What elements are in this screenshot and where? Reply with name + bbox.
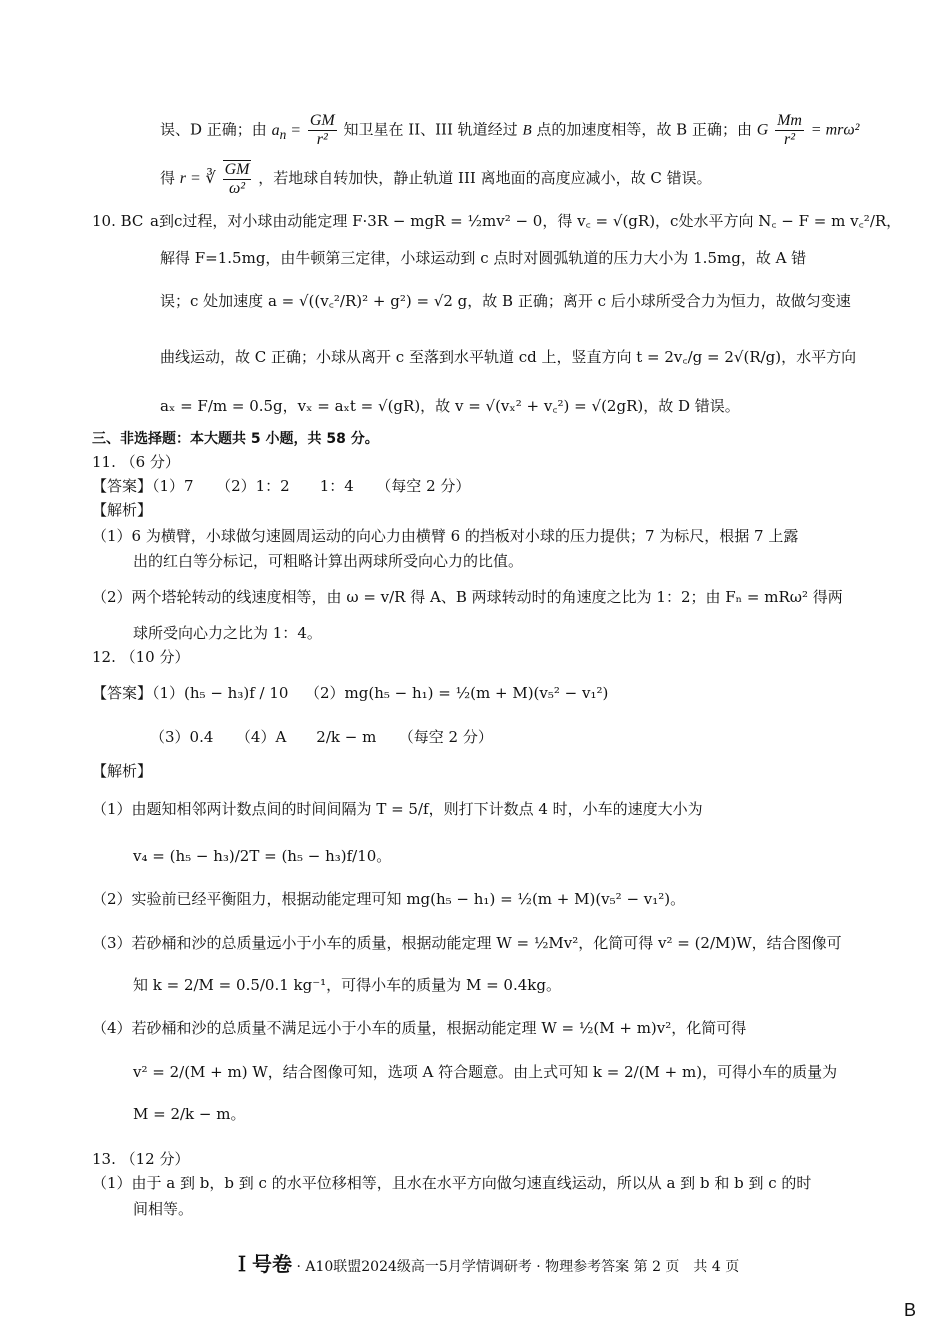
q11-analysis-label: 【解析】 xyxy=(92,501,153,519)
math-g: G xyxy=(756,121,769,139)
q12-s3b: 知 k = 2/M = 0.5/0.1 kg⁻¹，可得小车的质量为 M = 0.4kg。 xyxy=(133,976,561,994)
text: 误、D 正确；由 xyxy=(160,120,267,139)
frac-gm-r2: $\frac{GM}{\text{r²}}$ xyxy=(309,112,335,148)
footer-text: · A10联盟2024级高一5月学情调研考 · 物理参考答案 第 2 页 共 4 页 xyxy=(296,1259,740,1275)
text: 得 xyxy=(160,169,176,187)
q12-s4c: M = 2/k − m。 xyxy=(133,1105,246,1123)
q12-s2: （2）实验前已经平衡阻力，根据动能定理可知 mg(h₅ − h₁) = ½(m + M)(v₅² − v₁²)。 xyxy=(92,890,686,908)
q11-s1b: 出的红白等分标记，可粗略计算出两球所受向心力的比值。 xyxy=(133,552,524,570)
p9-line1 xyxy=(160,112,859,149)
p10-line5: aₓ = F/m = 0.5g，vₓ = aₓt = √(gR)，故 v = √(vₓ² + v꜀²) = √(2gR)，故 D 错误。 xyxy=(160,397,740,415)
q12-s1b: v₄ = (h₅ − h₃)/2T = (h₅ − h₃)f/10。 xyxy=(133,847,392,865)
q12-answer-1: 【答案】（1）(h₅ − h₃)f / 10 xyxy=(92,684,289,702)
q13-s1a: （1）由于 a 到 b，b 到 c 的水平位移相等，且水在水平方向做匀速直线运动，所以从 a 到 b 和 b 到 c 的时 xyxy=(92,1174,812,1192)
q13-s1b: 间相等。 xyxy=(133,1200,194,1218)
section-heading: 三、非选择题：本大题共 5 小题，共 58 分。 xyxy=(92,431,379,447)
q11-s2a: （2）两个塔轮转动的线速度相等，由 ω = v/R 得 A、B 两球转动时的角速度之比为 1：2；由 Fₙ = mRω² 得两 xyxy=(92,588,843,606)
p10-line3: 误；c 处加速度 a = √((v꜀²/R)² + g²) = √2 g，故 B 正确；离开 c 后小球所受合力为恒力，故做匀变速 xyxy=(160,292,851,310)
text: ，若地球自转加快，静止轨道 III 离地面的高度应减小，故 C 错误。 xyxy=(258,169,712,187)
cube-root-symbol: ∛ xyxy=(205,170,216,187)
q12-answer-2: （2）mg(h₅ − h₁) = ½(m + M)(v₅² − v₁²) xyxy=(305,684,609,702)
text: B xyxy=(522,122,532,139)
q12-s3a: （3）若砂桶和沙的总质量远小于小车的质量，根据动能定理 W = ½Mv²，化简可得 v² = (2/M)W，结合图像可 xyxy=(92,934,842,952)
math-a: $a_n$ = xyxy=(271,121,302,142)
q12-analysis-label: 【解析】 xyxy=(92,762,153,780)
math-mrw2: = mrω² xyxy=(810,121,860,139)
text: 知卫星在 II、III 轨道经过 xyxy=(343,120,518,139)
q12-answer-3: （3）0.4 （4）A 2/k − m （每空 2 分） xyxy=(150,728,493,746)
p9-line2 xyxy=(160,160,712,198)
brand-logo: Ｉ号卷 xyxy=(232,1252,292,1276)
q11-s1a: （1）6 为横臂，小球做匀速圆周运动的向心力由横臂 6 的挡板对小球的压力提供；7 为标尺，根据 7 上露 xyxy=(92,527,799,545)
corner-mark: B xyxy=(903,1300,916,1320)
p10-line2: 解得 F=1.5mg，由牛顿第三定律，小球运动到 c 点时对圆弧轨道的压力大小为 1.5mg，故 A 错 xyxy=(160,249,807,267)
q12-s4b: v² = 2/(M + m) W，结合图像可知，选项 A 符合题意。由上式可知 k = 2/(M + m)，可得小车的质量为 xyxy=(133,1063,838,1081)
text: 点的加速度相等，故 B 正确；由 xyxy=(536,120,752,139)
frac-gm-w2: $\frac{GM}{\text{ω²}}$ xyxy=(224,161,250,197)
q13-head: 13. （12 分） xyxy=(92,1150,190,1168)
q11-answer: 【答案】（1）7 （2）1：2 1：4 （每空 2 分） xyxy=(92,477,471,495)
page-footer xyxy=(232,1248,739,1277)
p10-line4: 曲线运动，故 C 正确；小球从离开 c 至落到水平轨道 cd 上，竖直方向 t = 2v꜀/g = 2√(R/g)，水平方向 xyxy=(160,348,857,366)
math-r: r = xyxy=(179,170,201,187)
p10-number: 10. BC xyxy=(92,212,144,230)
q12-head: 12. （10 分） xyxy=(92,648,190,666)
q12-s4a: （4）若砂桶和沙的总质量不满足远小于小车的质量，根据动能定理 W = ½(M + m)v²，化简可得 xyxy=(92,1019,747,1037)
p10-line1: a到c过程，对小球由动能定理 F·3R − mgR = ½mv² − 0，得 v꜀ = √(gR)，c处水平方向 N꜀ − F = m v꜀²/R， xyxy=(150,212,902,230)
frac-mm-r2: $\frac{Mm}{\text{r²}}$ xyxy=(777,112,802,148)
q11-head: 11. （6 分） xyxy=(92,453,180,471)
q11-s2b: 球所受向心力之比为 1：4。 xyxy=(133,624,322,642)
q12-s1a: （1）由题知相邻两计数点间的时间间隔为 T = 5/f，则打下计数点 4 时，小车的速度大小为 xyxy=(92,800,703,818)
